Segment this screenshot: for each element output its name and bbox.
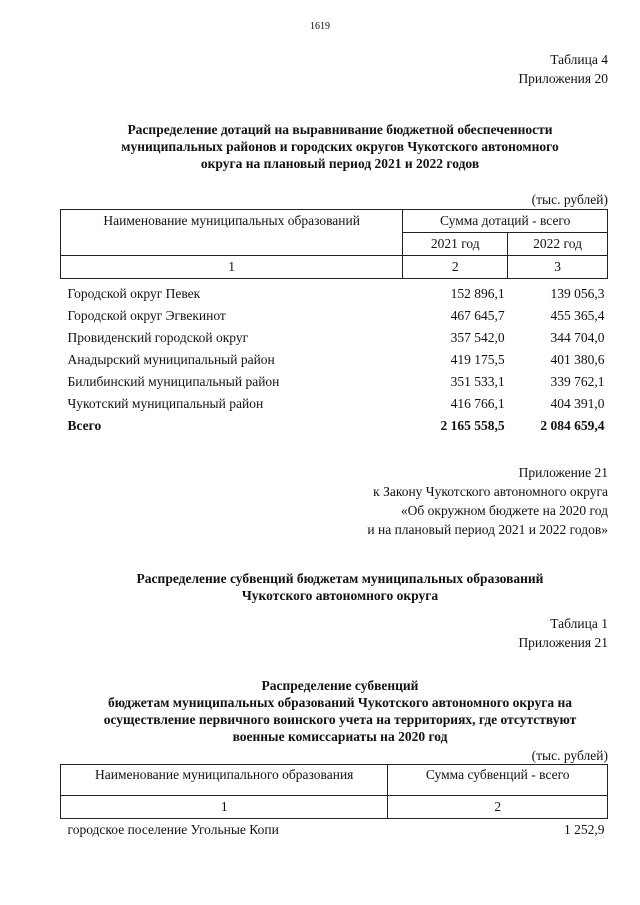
header-year-2022: 2022 год [508, 233, 608, 256]
header-sum: Сумма дотаций - всего [403, 210, 608, 233]
total-row [61, 415, 608, 437]
title-line: Распределение дотаций на выравнивание бюджетной обеспеченности [127, 122, 553, 137]
title-line: Чукотского автономного округа [241, 588, 439, 603]
table1-title [40, 677, 640, 745]
row-name: городское поселение Угольные Копи [67, 822, 279, 837]
row-value-2022: 455 365,4 [550, 307, 605, 323]
appendix21-section-title [40, 570, 640, 604]
row-value-2021: 419 175,5 [450, 351, 505, 367]
total-value-2022: 2 084 659,4 [540, 417, 605, 433]
row-value-2021: 416 766,1 [450, 395, 505, 411]
military-registration-subvention-table [60, 764, 608, 841]
title-line: военные комиссариаты на 2020 год [232, 729, 448, 744]
table-row [61, 283, 608, 305]
row-value-2022: 344 704,0 [550, 329, 605, 345]
title-line: Распределение субвенций [261, 678, 419, 693]
appendix-line: и на плановый период 2021 и 2022 годов» [367, 522, 608, 537]
row-value-2021: 357 542,0 [450, 329, 505, 345]
appendix-line: к Закону Чукотского автономного округа [373, 484, 608, 499]
column-number: 2 [388, 796, 608, 819]
row-value-2021: 351 533,1 [450, 373, 505, 389]
ref-line: Таблица 4 [550, 52, 608, 67]
total-value-2021: 2 165 558,5 [440, 417, 505, 433]
appendix-line: «Об окружном бюджете на 2020 год [400, 503, 608, 518]
column-number: 1 [61, 796, 388, 819]
row-name: Анадырский муниципальный район [67, 351, 275, 367]
column-number: 3 [508, 256, 608, 279]
appendix-line: Приложение 21 [518, 465, 608, 480]
table4-title [40, 121, 640, 172]
table-row [61, 327, 608, 349]
ref-line: Приложения 21 [518, 635, 608, 650]
header-name: Наименование муниципальных образований [61, 210, 403, 256]
row-value-2022: 404 391,0 [550, 395, 605, 411]
row-value-2022: 139 056,3 [550, 285, 605, 301]
table1-reference [518, 614, 608, 652]
row-value-2022: 401 380,6 [550, 351, 605, 367]
row-name: Городской округ Эгвекинот [67, 307, 226, 323]
row-name: Чукотский муниципальный район [67, 395, 264, 411]
title-line: осуществление первичного воинского учета на территориях, где отсутствуют [103, 712, 577, 727]
table-row [61, 349, 608, 371]
title-line: муниципальных районов и городских округов Чукотского автономного [121, 139, 559, 154]
units-label: (тыс. рублей) [531, 748, 608, 763]
table4-reference [518, 50, 608, 88]
table-row [61, 393, 608, 415]
ref-line: Приложения 20 [518, 71, 608, 86]
header-name: Наименование муниципального образования [61, 765, 388, 796]
row-name: Провиденский городской округ [67, 329, 249, 345]
subsidy-table-2021-2022 [60, 209, 608, 437]
appendix21-header [367, 463, 608, 539]
row-value-2021: 152 896,1 [450, 285, 505, 301]
row-value-2022: 339 762,1 [550, 373, 605, 389]
units-label: (тыс. рублей) [531, 192, 608, 207]
row-name: Городской округ Певек [67, 285, 201, 301]
ref-line: Таблица 1 [550, 616, 608, 631]
title-line: Распределение субвенций бюджетам муниципальных образований [136, 571, 544, 586]
row-value-2021: 467 645,7 [450, 307, 505, 323]
header-sum: Сумма субвенций - всего [388, 765, 608, 796]
header-year-2021: 2021 год [403, 233, 508, 256]
title-line: бюджетам муниципальных образований Чукотского автономного округа на [107, 695, 573, 710]
table-row [61, 371, 608, 393]
row-name: Билибинский муниципальный район [67, 373, 280, 389]
column-number: 2 [403, 256, 508, 279]
page-number: 1619 [310, 21, 330, 32]
total-label: Всего [67, 417, 102, 433]
table-row [61, 819, 608, 842]
row-value: 1 252,9 [564, 822, 605, 837]
table-row [61, 305, 608, 327]
column-number: 1 [61, 256, 403, 279]
title-line: округа на плановый период 2021 и 2022 годов [200, 156, 480, 171]
